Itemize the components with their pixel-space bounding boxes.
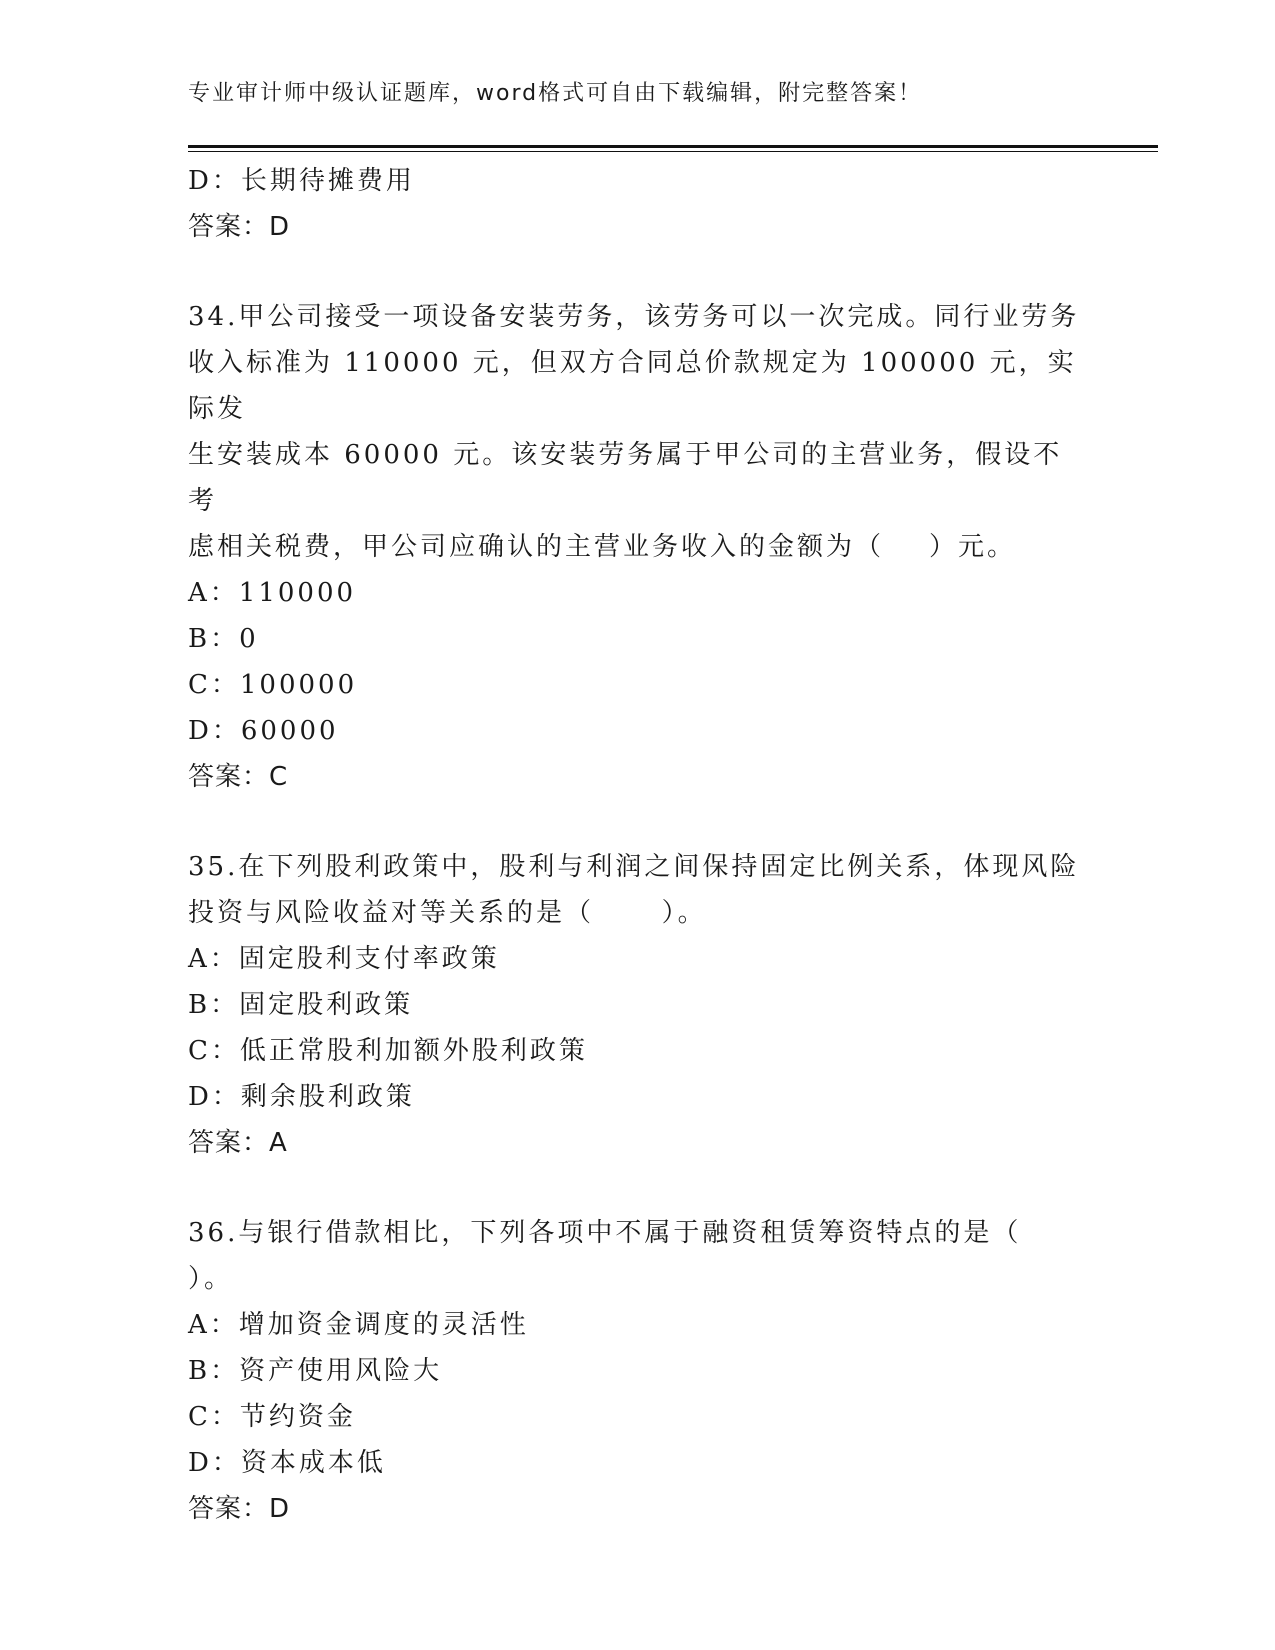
- q34-stem-line-4: 虑相关税费，甲公司应确认的主营业务收入的金额为（ ）元。: [188, 532, 1017, 562]
- q36-answer: 答案：D: [188, 1494, 291, 1524]
- q34-option-d: D：60000: [188, 716, 339, 746]
- q36-option-d: D：资本成本低: [188, 1448, 386, 1478]
- q34-stem-line-1: 34.甲公司接受一项设备安装劳务，该劳务可以一次完成。同行业劳务: [188, 302, 1080, 332]
- q34-option-a: A：110000: [188, 578, 357, 608]
- q35-option-c: C：低正常股利加额外股利政策: [188, 1036, 588, 1066]
- q34-answer: 答案：C: [188, 762, 289, 792]
- q35-stem-line-2: 投资与风险收益对等关系的是（ ）。: [188, 898, 707, 928]
- prev-option-d: D：长期待摊费用: [188, 166, 415, 196]
- q34-stem-line-2: 收入标准为 110000 元，但双方合同总价款规定为 100000 元，实际发: [188, 348, 1077, 424]
- question-content: [188, 158, 1088, 1532]
- q36-option-a: A：增加资金调度的灵活性: [188, 1310, 529, 1340]
- q34-option-b: B：0: [188, 624, 259, 654]
- q36-option-b: B：资产使用风险大: [188, 1356, 443, 1386]
- question-34: [188, 294, 1088, 800]
- q35-stem-line-1: 35.在下列股利政策中，股利与利润之间保持固定比例关系，体现风险: [188, 852, 1080, 882]
- q35-option-d: D：剩余股利政策: [188, 1082, 415, 1112]
- question-36: [188, 1210, 1088, 1532]
- prev-answer: 答案：D: [188, 212, 291, 242]
- question-35: [188, 844, 1088, 1166]
- q34-stem-line-3: 生安装成本 60000 元。该安装劳务属于甲公司的主营业务，假设不考: [188, 440, 1063, 516]
- q35-option-b: B：固定股利政策: [188, 990, 414, 1020]
- q36-stem-line-1: 36.与银行借款相比，下列各项中不属于融资租赁筹资特点的是（: [188, 1218, 1022, 1248]
- header-rule-thick: [188, 145, 1158, 148]
- page-header: 专业审计师中级认证题库，word格式可自由下载编辑，附完整答案！: [188, 81, 923, 106]
- q36-option-c: C：节约资金: [188, 1402, 356, 1432]
- q35-answer: 答案：A: [188, 1128, 288, 1158]
- q35-option-a: A：固定股利支付率政策: [188, 944, 500, 974]
- q34-option-c: C：100000: [188, 670, 358, 700]
- header-rule-thin: [188, 151, 1158, 152]
- q36-stem-line-2: ）。: [188, 1264, 234, 1294]
